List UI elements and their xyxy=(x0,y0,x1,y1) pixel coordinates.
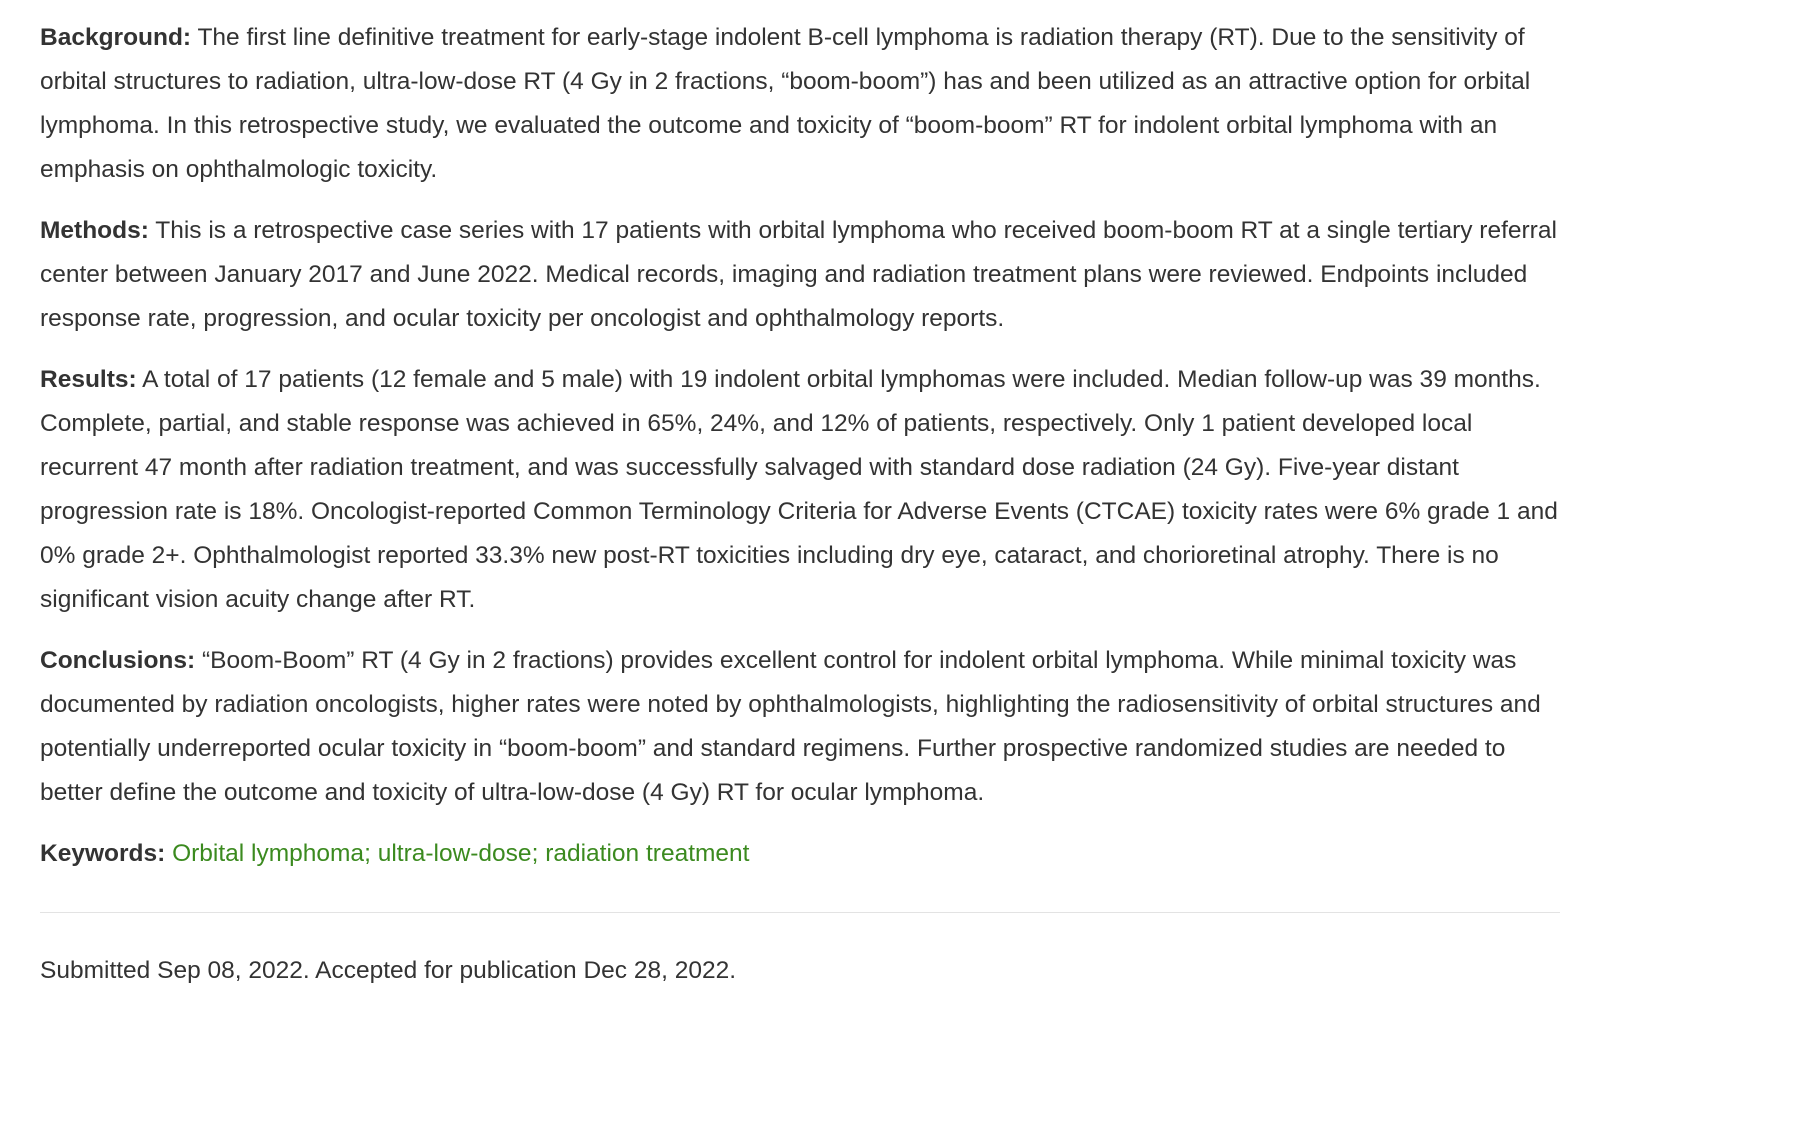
keywords-label: Keywords: xyxy=(40,840,166,867)
conclusions-text: “Boom-Boom” RT (4 Gy in 2 fractions) provides excellent control for indolent orbital lymphoma. While minimal toxicity was documented by radiation oncologists, higher rates were noted by ophthalmologists, highlighting the radiosensitivity of orbital structures and potentially underreported ocular toxicity in “boom-boom” and standard regimens. Further prospective randomized studies are needed to better define the outcome and toxicity of ultra-low-dose (4 Gy) RT for ocular lymphoma. xyxy=(40,647,1541,806)
keywords-row xyxy=(40,832,1560,876)
results-label: Results: xyxy=(40,366,137,393)
keyword-list xyxy=(172,840,749,867)
section-divider xyxy=(40,912,1560,913)
background-text: The first line definitive treatment for early-stage indolent B-cell lymphoma is radiation therapy (RT). Due to the sensitivity of orbital structures to radiation, ultra-low-dose RT (4 Gy in 2 fractions, “boom-boom”) has and been utilized as an attractive option for orbital lymphoma. In this retrospective study, we evaluated the outcome and toxicity of “boom-boom” RT for indolent orbital lymphoma with an emphasis on ophthalmologic toxicity. xyxy=(40,24,1531,183)
keyword-link-orbital-lymphoma[interactable]: Orbital lymphoma xyxy=(172,840,365,867)
conclusions-paragraph xyxy=(40,639,1560,815)
results-paragraph xyxy=(40,358,1560,622)
methods-text: This is a retrospective case series with 17 patients with orbital lymphoma who received boom-boom RT at a single tertiary referral center between January 2017 and June 2022. Medical records, imaging and radiation treatment plans were reviewed. Endpoints included response rate, progression, and ocular toxicity per oncologist and ophthalmology reports. xyxy=(40,217,1557,332)
keyword-link-ultra-low-dose[interactable]: ultra-low-dose xyxy=(377,840,532,867)
results-text: A total of 17 patients (12 female and 5 male) with 19 indolent orbital lymphomas were included. Median follow-up was 39 months. Complete, partial, and stable response was achieved in 65%, 24%, and 12% of patients, respectively. Only 1 patient developed local recurrent 47 month after radiation treatment, and was successfully salvaged with standard dose radiation (24 Gy). Five-year distant progression rate is 18%. Oncologist-reported Common Terminology Criteria for Adverse Events (CTCAE) toxicity rates were 6% grade 1 and 0% grade 2+. Ophthalmologist reported 33.3% new post-RT toxicities including dry eye, cataract, and chorioretinal atrophy. There is no significant vision acuity change after RT. xyxy=(40,366,1558,613)
submission-dates: Submitted Sep 08, 2022. Accepted for publication Dec 28, 2022. xyxy=(40,957,737,984)
background-paragraph xyxy=(40,16,1560,192)
keyword-link-radiation-treatment[interactable]: radiation treatment xyxy=(545,840,750,867)
keyword-separator: ; xyxy=(531,840,546,867)
abstract xyxy=(40,16,1560,876)
background-label: Background: xyxy=(40,24,192,51)
keyword-separator: ; xyxy=(364,840,378,867)
conclusions-label: Conclusions: xyxy=(40,647,196,674)
methods-label: Methods: xyxy=(40,217,149,244)
methods-paragraph xyxy=(40,209,1560,341)
